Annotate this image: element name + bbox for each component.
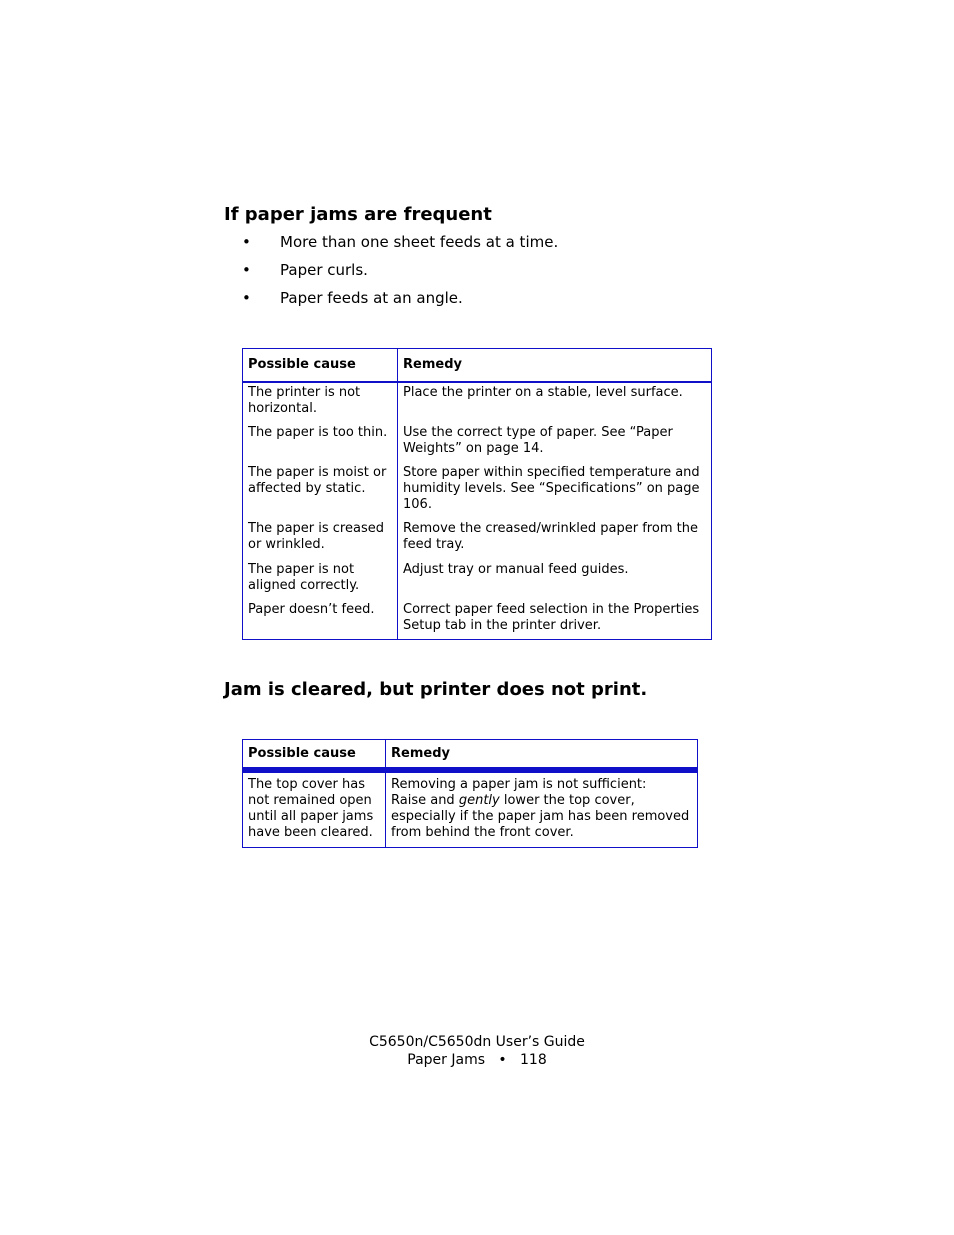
footer-section: Paper Jams — [407, 1052, 486, 1068]
section-heading-jam-cleared: Jam is cleared, but printer does not print. — [224, 679, 648, 700]
bullet-icon: • — [242, 261, 251, 279]
remedy-line: Removing a paper jam is not sufficient: — [391, 776, 647, 792]
bullet-icon: • — [242, 289, 251, 307]
footer-separator: • — [498, 1052, 507, 1068]
remedy-cell: Correct paper feed selection in the Properties Setup tab in the printer driver. — [403, 601, 700, 633]
table-row — [243, 600, 712, 640]
section-heading-frequent-jams: If paper jams are frequent — [224, 204, 492, 225]
column-header-cause: Possible cause — [243, 740, 386, 770]
table-row — [243, 770, 698, 848]
list-item-text: Paper curls. — [280, 261, 368, 279]
table-header-row — [243, 349, 712, 382]
remedy-cell — [386, 770, 698, 848]
cause-cell: The paper is moist or affected by static. — [243, 463, 398, 519]
bullet-icon: • — [242, 233, 251, 251]
footer-page-info — [0, 1051, 954, 1069]
remedy-cell: Remove the creased/wrinkled paper from the feed tray. — [403, 520, 698, 552]
table-row — [243, 560, 712, 600]
column-header-remedy: Remedy — [391, 745, 450, 761]
remedy-cell: Adjust tray or manual feed guides. — [403, 561, 629, 577]
table-row — [243, 519, 712, 560]
cause-cell: The top cover has not remained open until all paper jams have been cleared. — [243, 770, 386, 848]
column-header-cause: Possible cause — [243, 349, 398, 382]
footer-guide-title: C5650n/C5650dn User’s Guide — [369, 1034, 585, 1050]
table-header-row — [243, 740, 698, 770]
remedy-text: lower the top cover, especially if the paper jam has been removed from behind the front cover. — [391, 792, 690, 840]
jam-cleared-table — [242, 739, 698, 848]
column-header-remedy: Remedy — [403, 356, 462, 372]
cause-cell: The paper is too thin. — [243, 423, 398, 463]
frequent-jams-table — [242, 348, 712, 640]
cause-cell: Paper doesn’t feed. — [243, 600, 398, 640]
list-item-text: More than one sheet feeds at a time. — [280, 233, 559, 251]
cause-cell: The printer is not horizontal. — [243, 382, 398, 423]
remedy-cell: Use the correct type of paper. See “Paper Weights” on page 14. — [403, 424, 673, 456]
list-item-text: Paper feeds at an angle. — [280, 289, 463, 307]
table-row — [243, 382, 712, 423]
cause-cell: The paper is not aligned correctly. — [243, 560, 398, 600]
remedy-emphasis: gently — [458, 792, 500, 808]
remedy-text: Raise and — [391, 792, 459, 808]
remedy-cell: Store paper within specified temperature and humidity levels. See “Specifications” on page 106. — [403, 464, 700, 512]
table-row — [243, 463, 712, 519]
cause-cell: The paper is creased or wrinkled. — [243, 519, 398, 560]
page-number: 118 — [520, 1052, 547, 1068]
table-row — [243, 423, 712, 463]
remedy-cell: Place the printer on a stable, level surface. — [403, 384, 683, 400]
